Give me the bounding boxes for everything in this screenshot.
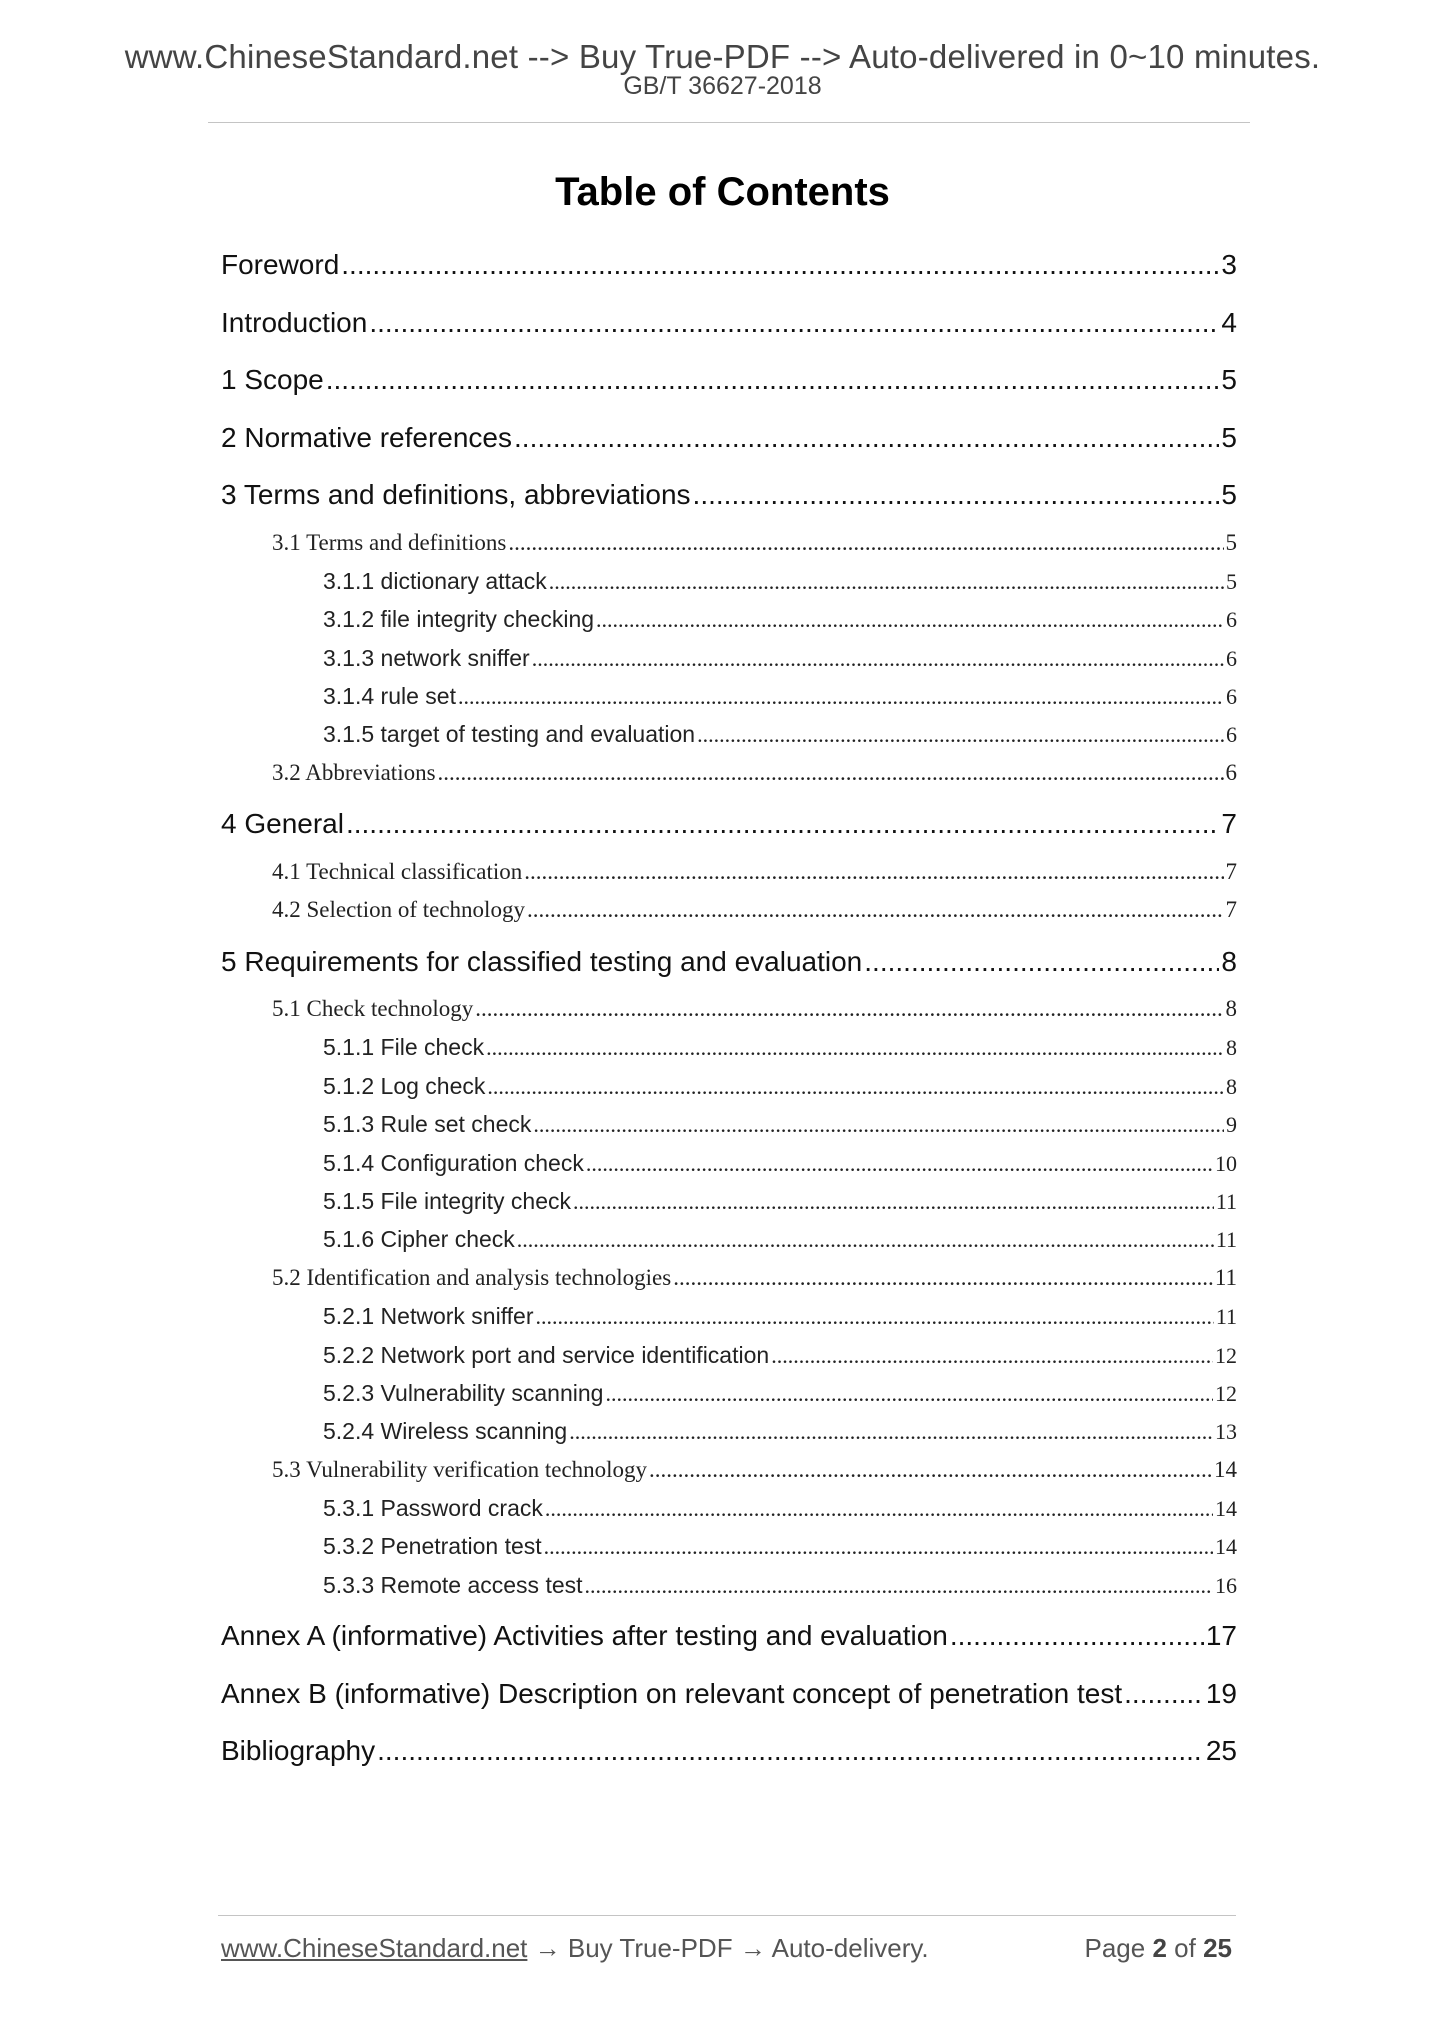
toc-entry-label: 4.2 Selection of technology <box>272 897 525 923</box>
toc-entry-label: 5.2.2 Network port and service identification <box>323 1341 770 1368</box>
toc-dot-leader <box>458 678 1224 715</box>
arrow-right-icon: → <box>534 1933 561 1963</box>
toc-entry-label: 3.1 Terms and definitions <box>272 529 507 555</box>
toc-entry-page: 8 <box>1226 1073 1237 1099</box>
toc-dot-leader <box>586 1145 1213 1182</box>
toc-entry-label: 5.3.3 Remote access test <box>323 1571 583 1598</box>
toc-entry-page: 5 <box>1225 529 1237 555</box>
toc-dot-leader <box>693 466 1220 524</box>
toc-entry-page: 10 <box>1215 1150 1237 1176</box>
toc-entry[interactable] <box>221 1144 1237 1182</box>
toc-entry-page: 5 <box>1221 421 1237 453</box>
toc-entry[interactable] <box>221 1374 1237 1412</box>
toc-dot-leader <box>544 1528 1213 1565</box>
toc-dot-leader <box>1124 1665 1204 1723</box>
footer-buy-text: Buy True-PDF <box>567 1933 733 1963</box>
toc-entry-page: 8 <box>1226 1035 1237 1061</box>
toc-entry-page: 25 <box>1205 1735 1237 1767</box>
toc-entry-label: 5.2.3 Vulnerability scanning <box>323 1379 604 1406</box>
toc-entry-page: 6 <box>1226 607 1237 633</box>
toc-entry[interactable] <box>221 853 1237 891</box>
toc-entry[interactable] <box>221 294 1237 352</box>
toc-dot-leader <box>549 563 1224 600</box>
toc-entry-label: 3.1.4 rule set <box>323 683 456 710</box>
toc-entry[interactable] <box>221 1527 1237 1565</box>
toc-entry-label: Introduction <box>221 306 368 338</box>
toc-entry[interactable] <box>221 1182 1237 1220</box>
toc-entry-page: 14 <box>1214 1456 1237 1482</box>
standard-code: GB/T 36627-2018 <box>623 72 822 100</box>
toc-dot-leader <box>532 640 1224 677</box>
toc-entry[interactable] <box>221 1259 1237 1297</box>
toc-dot-leader <box>508 524 1223 562</box>
toc-entry[interactable] <box>221 1665 1237 1723</box>
toc-entry[interactable] <box>221 466 1237 524</box>
footer-site-link[interactable]: www.ChineseStandard.net <box>221 1933 528 1963</box>
toc-entry[interactable] <box>221 1105 1237 1143</box>
toc-entry[interactable] <box>221 524 1237 562</box>
toc-entry[interactable] <box>221 600 1237 638</box>
toc-dot-leader <box>326 351 1220 409</box>
toc-dot-leader <box>950 1607 1204 1665</box>
toc-entry-page: 7 <box>1225 897 1237 923</box>
toc-dot-leader <box>486 1029 1224 1066</box>
footer-delivery-text: Auto-delivery. <box>771 1933 929 1963</box>
toc-dot-leader <box>369 294 1219 352</box>
toc-entry-page: 11 <box>1215 1188 1237 1214</box>
toc-dot-leader <box>377 1722 1204 1780</box>
toc-entry-label: 5 Requirements for classified testing and evaluation <box>221 945 863 977</box>
page-indicator <box>1084 1933 1232 1964</box>
footer <box>221 1933 1237 1964</box>
table-of-contents <box>221 236 1237 1780</box>
toc-dot-leader <box>864 933 1219 991</box>
toc-entry-label: 2 Normative references <box>221 421 513 453</box>
toc-entry-label: 3.1.3 network sniffer <box>323 644 530 671</box>
toc-dot-leader <box>517 1221 1214 1258</box>
toc-entry[interactable] <box>221 1607 1237 1665</box>
toc-entry-label: Foreword <box>221 249 340 280</box>
toc-entry-label: 3 Terms and definitions, abbreviations <box>221 479 691 510</box>
toc-dot-leader <box>545 1490 1213 1527</box>
page-title: Table of Contents <box>555 170 890 214</box>
toc-entry[interactable] <box>221 1028 1237 1066</box>
toc-dot-leader <box>438 754 1224 792</box>
page-number: 2 <box>1152 1933 1167 1963</box>
toc-dot-leader <box>341 236 1219 294</box>
toc-dot-leader <box>346 795 1219 853</box>
arrow-right-icon: → <box>739 1933 766 1963</box>
toc-dot-leader <box>573 1183 1214 1220</box>
toc-entry[interactable] <box>221 1722 1237 1780</box>
toc-entry-page: 14 <box>1215 1534 1237 1560</box>
toc-entry[interactable] <box>221 933 1237 991</box>
toc-dot-leader <box>533 1106 1224 1143</box>
toc-entry-page: 9 <box>1226 1112 1237 1138</box>
toc-entry-page: 7 <box>1225 858 1237 884</box>
toc-entry-page: 14 <box>1215 1496 1237 1522</box>
toc-entry-page: 5 <box>1221 364 1237 395</box>
toc-entry-page: 4 <box>1221 306 1237 338</box>
toc-entry-page: 5 <box>1221 479 1237 510</box>
toc-entry-label: Annex B (informative) Description on relevant concept of penetration test <box>221 1677 1123 1709</box>
toc-entry[interactable] <box>221 754 1237 792</box>
toc-entry[interactable] <box>221 236 1237 294</box>
toc-entry[interactable] <box>221 1451 1237 1489</box>
toc-dot-leader <box>649 1451 1212 1489</box>
toc-entry-label: 5.1.5 File integrity check <box>323 1187 572 1214</box>
toc-entry[interactable] <box>221 639 1237 677</box>
toc-entry-page: 3 <box>1221 249 1237 280</box>
toc-dot-leader <box>487 1068 1224 1105</box>
toc-entry-label: 5.1.4 Configuration check <box>323 1149 584 1176</box>
toc-entry[interactable] <box>221 1412 1237 1450</box>
toc-entry-page: 12 <box>1215 1380 1237 1406</box>
toc-dot-leader <box>697 716 1224 753</box>
toc-entry-label: Annex A (informative) Activities after testing and evaluation <box>221 1620 948 1652</box>
toc-entry-page: 8 <box>1221 945 1237 977</box>
toc-entry[interactable] <box>221 1489 1237 1527</box>
toc-dot-leader <box>673 1259 1213 1297</box>
toc-dot-leader <box>514 409 1219 467</box>
toc-entry-label: 5.1.6 Cipher check <box>323 1226 515 1253</box>
toc-entry-page: 11 <box>1215 1227 1237 1253</box>
toc-entry[interactable] <box>221 1220 1237 1258</box>
footer-divider <box>218 1915 1236 1916</box>
toc-dot-leader <box>585 1567 1213 1604</box>
toc-entry-page: 5 <box>1226 568 1237 594</box>
toc-entry[interactable] <box>221 715 1237 753</box>
toc-entry-page: 11 <box>1214 1264 1237 1290</box>
toc-entry[interactable] <box>221 990 1237 1028</box>
header-divider <box>208 122 1250 123</box>
toc-entry-label: 5.3.1 Password crack <box>323 1495 543 1522</box>
toc-entry-page: 6 <box>1226 645 1237 671</box>
toc-entry-label: 5.3.2 Penetration test <box>323 1533 542 1560</box>
toc-entry-label: 5.2.4 Wireless scanning <box>323 1418 568 1445</box>
toc-dot-leader <box>475 990 1223 1028</box>
toc-entry[interactable] <box>221 677 1237 715</box>
toc-dot-leader <box>605 1375 1213 1412</box>
toc-entry-page: 8 <box>1225 996 1237 1022</box>
toc-entry-page: 6 <box>1226 684 1237 710</box>
toc-entry-label: 5.1.2 Log check <box>323 1072 486 1099</box>
toc-entry[interactable] <box>221 891 1237 929</box>
toc-entry-label: 3.1.2 file integrity checking <box>323 606 595 633</box>
toc-entry[interactable] <box>221 351 1237 409</box>
toc-entry-page: 17 <box>1205 1620 1237 1652</box>
toc-entry-page: 11 <box>1215 1304 1237 1330</box>
toc-entry[interactable] <box>221 562 1237 600</box>
toc-entry-label: 3.2 Abbreviations <box>272 759 436 785</box>
toc-entry-page: 6 <box>1226 722 1237 748</box>
toc-entry-page: 19 <box>1205 1677 1237 1709</box>
toc-entry[interactable] <box>221 1336 1237 1374</box>
toc-entry-label: 1 Scope <box>221 364 324 395</box>
toc-entry-label: Bibliography <box>221 1735 376 1767</box>
toc-entry-label: 3.1.5 target of testing and evaluation <box>323 721 696 748</box>
toc-entry-label: 5.3 Vulnerability verification technology <box>272 1456 648 1482</box>
toc-entry-label: 4 General <box>221 808 344 840</box>
page-word: Page <box>1084 1933 1146 1963</box>
toc-entry[interactable] <box>221 795 1237 853</box>
toc-entry-page: 6 <box>1225 759 1237 785</box>
toc-dot-leader <box>527 891 1224 929</box>
toc-entry[interactable] <box>221 1297 1237 1335</box>
top-banner: www.ChineseStandard.net --> Buy True-PDF --> Auto-delivered in 0~10 minutes. <box>124 38 1321 75</box>
toc-entry[interactable] <box>221 409 1237 467</box>
toc-entry-page: 12 <box>1215 1342 1237 1368</box>
toc-entry-label: 5.2 Identification and analysis technologies <box>272 1264 672 1290</box>
toc-entry-label: 5.2.1 Network sniffer <box>323 1303 534 1330</box>
toc-dot-leader <box>536 1298 1214 1335</box>
toc-entry-page: 16 <box>1215 1572 1237 1598</box>
total-pages: 25 <box>1203 1933 1232 1963</box>
toc-dot-leader <box>524 853 1223 891</box>
toc-dot-leader <box>596 601 1224 638</box>
toc-entry-label: 5.1.3 Rule set check <box>323 1111 532 1138</box>
toc-entry-label: 5.1 Check technology <box>272 996 474 1022</box>
toc-entry-label: 3.1.1 dictionary attack <box>323 567 547 594</box>
toc-entry-label: 4.1 Technical classification <box>272 858 523 884</box>
toc-dot-leader <box>771 1337 1213 1374</box>
toc-entry-page: 7 <box>1221 808 1237 840</box>
toc-entry[interactable] <box>221 1566 1237 1604</box>
toc-dot-leader <box>569 1413 1213 1450</box>
toc-entry-label: 5.1.1 File check <box>323 1034 485 1061</box>
toc-entry[interactable] <box>221 1067 1237 1105</box>
of-word: of <box>1174 1933 1196 1963</box>
toc-entry-page: 13 <box>1215 1419 1237 1445</box>
